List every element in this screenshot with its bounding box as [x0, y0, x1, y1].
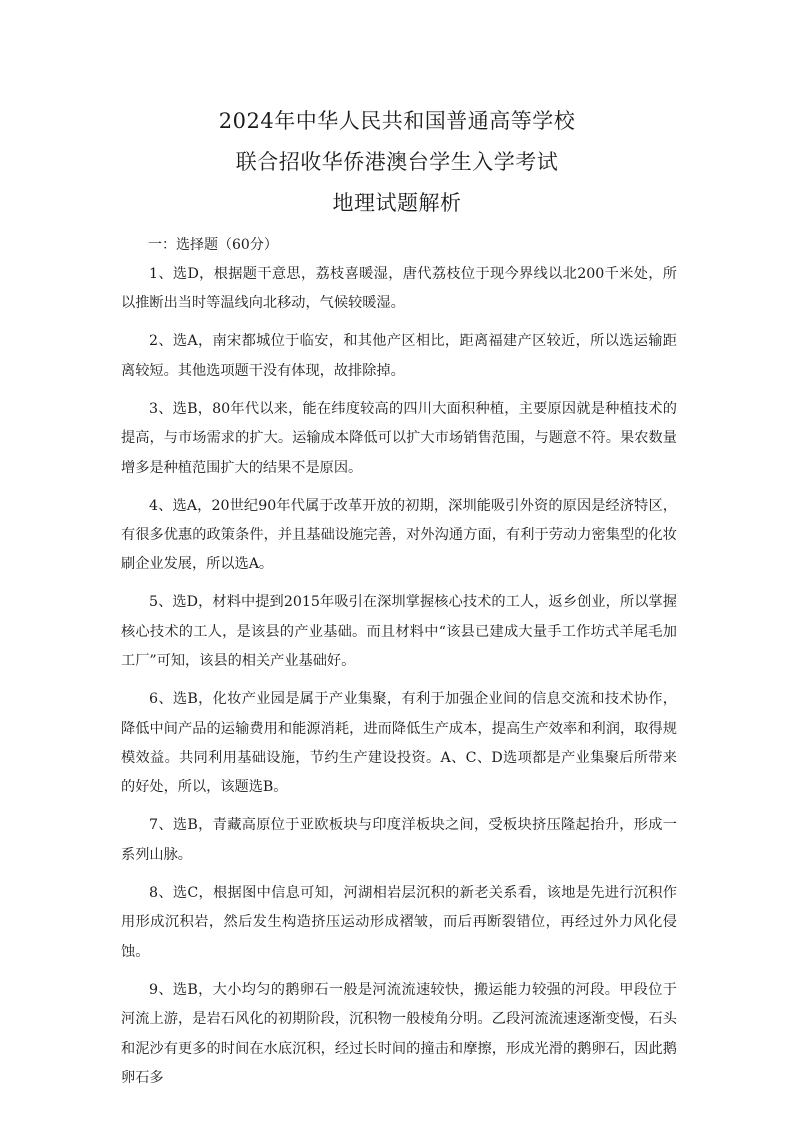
- exam-subtitle: 地理试题解析: [332, 191, 462, 215]
- answer-paragraph-2: 2、选A，南宋都城位于临安，和其他产区相比，距离福建产区较近，所以选运输距离较短。其他选项题干没有体现，故排除掉。: [121, 333, 677, 379]
- answer-paragraph-8: 8、选C，根据图中信息可知，河湖相岩层沉积的新老关系看，该地是先进行沉积作用形成沉积岩，然后发生构造挤压运动形成褶皱，而后再断裂错位，再经过外力风化侵蚀。: [121, 884, 677, 960]
- section-heading: 一：选择题（60分）: [148, 237, 278, 253]
- answer-list: [121, 260, 677, 1102]
- answer-paragraph-3: 3、选B，80年代以来，能在纬度较高的四川大面积种植，主要原因就是种植技术的提高，与市场需求的扩大。运输成本降低可以扩大市场销售范围，与题意不符。果农数量增多是种植范围扩大的结果不是原因。: [121, 400, 677, 476]
- answer-paragraph-7: 7、选B，青藏高原位于亚欧板块与印度洋板块之间，受板块挤压隆起抬升，形成一系列山脉。: [121, 817, 677, 863]
- answer-paragraph-4: 4、选A，20世纪90年代属于改革开放的初期，深圳能吸引外资的原因是经济特区，有很多优惠的政策条件，并且基础设施完善，对外沟通方面，有利于劳动力密集型的化妆刷企业发展，所以选A。: [121, 497, 677, 573]
- answer-paragraph-6: 6、选B，化妆产业园是属于产业集聚，有利于加强企业间的信息交流和技术协作，降低中间产品的运输费用和能源消耗，进而降低生产成本，提高生产效率和利润，取得规模效益。共同利用基础设施，节约生产建设投资。A、C、D选项都是产业集聚后所带来的好处，所以，该题选B。: [121, 691, 677, 796]
- exam-title-line-2: 联合招收华侨港澳台学生入学考试: [235, 150, 559, 174]
- answer-paragraph-1: 1、选D，根据题干意思，荔枝喜暖湿，唐代荔枝位于现今界线以北200千米处，所以推断出当时等温线向北移动，气候较暖湿。: [121, 266, 677, 312]
- answer-paragraph-5: 5、选D，材料中提到2015年吸引在深圳掌握核心技术的工人，返乡创业，所以掌握核心技术的工人，是该县的产业基础。而且材料中“该县已建成大量手工作坊式羊尾毛加工厂”可知，该县的相关产业基础好。: [121, 594, 677, 670]
- answer-paragraph-9: 9、选B，大小均匀的鹅卵石一般是河流流速较快，搬运能力较强的河段。甲段位于河流上游，是岩石风化的初期阶段，沉积物一般棱角分明。乙段河流流速逐渐变慢，石头和泥沙有更多的时间在水底沉积，经过长时间的撞击和摩擦，形成光滑的鹅卵石，因此鹅卵石多: [121, 981, 677, 1086]
- exam-title-line-1: 2024年中华人民共和国普通高等学校: [218, 109, 576, 133]
